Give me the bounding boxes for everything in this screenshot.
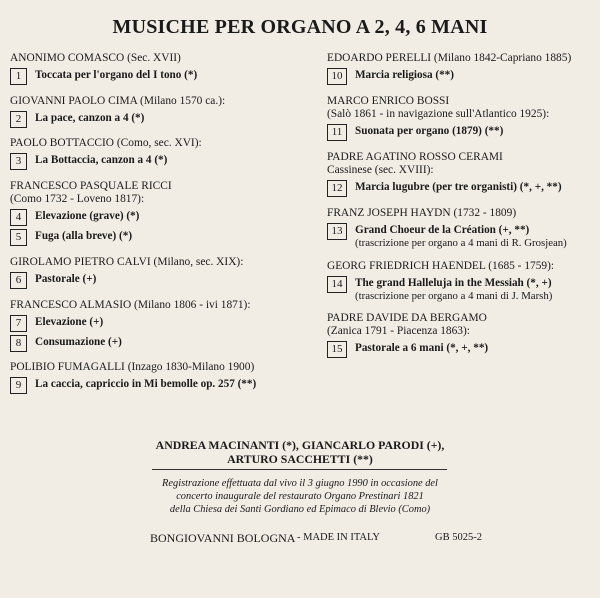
track-title: Grand Choeur de la Création (+, **) <box>355 224 530 236</box>
track-item <box>10 68 315 85</box>
track-title: Marcia lugubre (per tre organisti) (*, +, **) <box>355 181 562 193</box>
composer-name: PAOLO BOTTACCIO (Como, sec. XVI): <box>10 137 202 149</box>
track-number: 10 <box>327 68 347 85</box>
composer-group <box>10 52 315 85</box>
composer-dates: Cassinese (sec. XVIII): <box>327 164 434 176</box>
composer-group <box>10 95 315 128</box>
track-number: 11 <box>327 124 347 141</box>
track-number: 14 <box>327 276 347 293</box>
performers-line-2: ARTURO SACCHETTI (**) <box>227 452 373 466</box>
composer-group <box>10 180 315 246</box>
track-item <box>10 111 315 128</box>
track-title: The grand Halleluja in the Messiah (*, +) <box>355 276 552 289</box>
composer-group <box>10 137 315 170</box>
performers-line-1: ANDREA MACINANTI (*), GIANCARLO PARODI (+), <box>155 438 445 452</box>
composer-dates: (Como 1732 - Loveno 1817): <box>10 193 145 205</box>
track-item <box>10 153 315 170</box>
composer-dates: (Salò 1861 - in navigazione sull'Atlantico 1925): <box>327 108 550 120</box>
composer-group <box>327 312 595 358</box>
catalog-number: GB 5025-2 <box>435 532 482 543</box>
track-note: (trascrizione per organo a 4 mani di J. Marsh) <box>355 289 553 302</box>
composer-name: PADRE AGATINO ROSSO CERAMI <box>327 151 503 163</box>
track-number: 8 <box>10 335 27 352</box>
track-title: Consumazione (+) <box>35 336 122 348</box>
track-number: 3 <box>10 153 27 170</box>
composer-name: ANONIMO COMASCO (Sec. XVII) <box>10 52 181 64</box>
track-item <box>327 180 595 197</box>
track-item <box>10 377 315 394</box>
track-item <box>10 209 315 226</box>
composer-name: GIOVANNI PAOLO CIMA (Milano 1570 ca.): <box>10 95 226 107</box>
composer-group <box>327 260 595 303</box>
divider <box>152 469 447 470</box>
recording-note <box>0 478 600 516</box>
track-title: Elevazione (+) <box>35 316 104 328</box>
performers <box>0 438 600 466</box>
track-item <box>327 223 595 250</box>
composer-group <box>10 361 315 394</box>
track-number: 1 <box>10 68 27 85</box>
track-item <box>327 124 595 141</box>
track-title: Toccata per l'organo del I tono (*) <box>35 69 198 81</box>
track-item <box>10 272 315 289</box>
recording-line-3: della Chiesa dei Santi Gordiano ed Epimaco di Blevio (Como) <box>169 503 431 515</box>
track-title: Pastorale a 6 mani (*, +, **) <box>355 342 489 354</box>
track-number: 12 <box>327 180 347 197</box>
composer-dates: (Zanica 1791 - Piacenza 1863): <box>327 325 470 337</box>
track-item <box>327 276 595 303</box>
composer-group <box>327 151 595 197</box>
track-number: 5 <box>10 229 27 246</box>
composer-name: PADRE DAVIDE DA BERGAMO <box>327 312 487 324</box>
track-title: La pace, canzon a 4 (*) <box>35 112 145 124</box>
track-title: Pastorale (+) <box>35 273 97 285</box>
track-number: 6 <box>10 272 27 289</box>
track-item <box>327 68 595 85</box>
composer-name: FRANZ JOSEPH HAYDN (1732 - 1809) <box>327 207 517 219</box>
track-number: 13 <box>327 223 347 240</box>
left-column <box>10 52 315 394</box>
made-in: - MADE IN ITALY <box>297 532 380 543</box>
track-number: 15 <box>327 341 347 358</box>
composer-group <box>10 256 315 289</box>
track-item <box>327 341 595 358</box>
recording-line-2: concerto inaugurale del restaurato Organo Prestinari 1821 <box>176 490 424 502</box>
composer-name: FRANCESCO ALMASIO (Milano 1806 - ivi 1871): <box>10 299 251 311</box>
composer-name: GEORG FRIEDRICH HAENDEL (1685 - 1759): <box>327 259 555 272</box>
composer-name: POLIBIO FUMAGALLI (Inzago 1830-Milano 1900) <box>10 361 255 373</box>
composer-group <box>327 52 595 85</box>
track-item <box>10 315 315 332</box>
track-title: Marcia religiosa (**) <box>355 69 455 81</box>
composer-name: MARCO ENRICO BOSSI <box>327 95 450 107</box>
recording-line-1: Registrazione effettuata dal vivo il 3 giugno 1990 in occasione del <box>162 478 438 489</box>
record-label: BONGIOVANNI BOLOGNA <box>150 531 296 545</box>
track-title: Fuga (alla breve) (*) <box>35 230 133 242</box>
track-title: Elevazione (grave) (*) <box>35 210 140 222</box>
composer-name: EDOARDO PERELLI (Milano 1842-Capriano 1885) <box>327 52 572 64</box>
composer-name: FRANCESCO PASQUALE RICCI <box>10 180 172 192</box>
track-note: (trascrizione per organo a 4 mani di R. Grosjean) <box>355 237 567 249</box>
track-number: 2 <box>10 111 27 128</box>
composer-group <box>327 207 595 250</box>
composer-group <box>10 299 315 352</box>
composer-name: GIROLAMO PIETRO CALVI (Milano, sec. XIX): <box>10 256 244 268</box>
track-item <box>10 229 315 246</box>
track-number: 9 <box>10 377 27 394</box>
right-column <box>327 52 595 358</box>
track-item <box>10 335 315 352</box>
track-title: La Bottaccia, canzon a 4 (*) <box>35 154 168 166</box>
track-number: 4 <box>10 209 27 226</box>
page-title: MUSICHE PER ORGANO A 2, 4, 6 MANI <box>112 16 488 38</box>
track-title: La caccia, capriccio in Mi bemolle op. 257 (**) <box>35 378 257 390</box>
track-title: Suonata per organo (1879) (**) <box>355 125 504 137</box>
track-number: 7 <box>10 315 27 332</box>
composer-group <box>327 95 595 141</box>
